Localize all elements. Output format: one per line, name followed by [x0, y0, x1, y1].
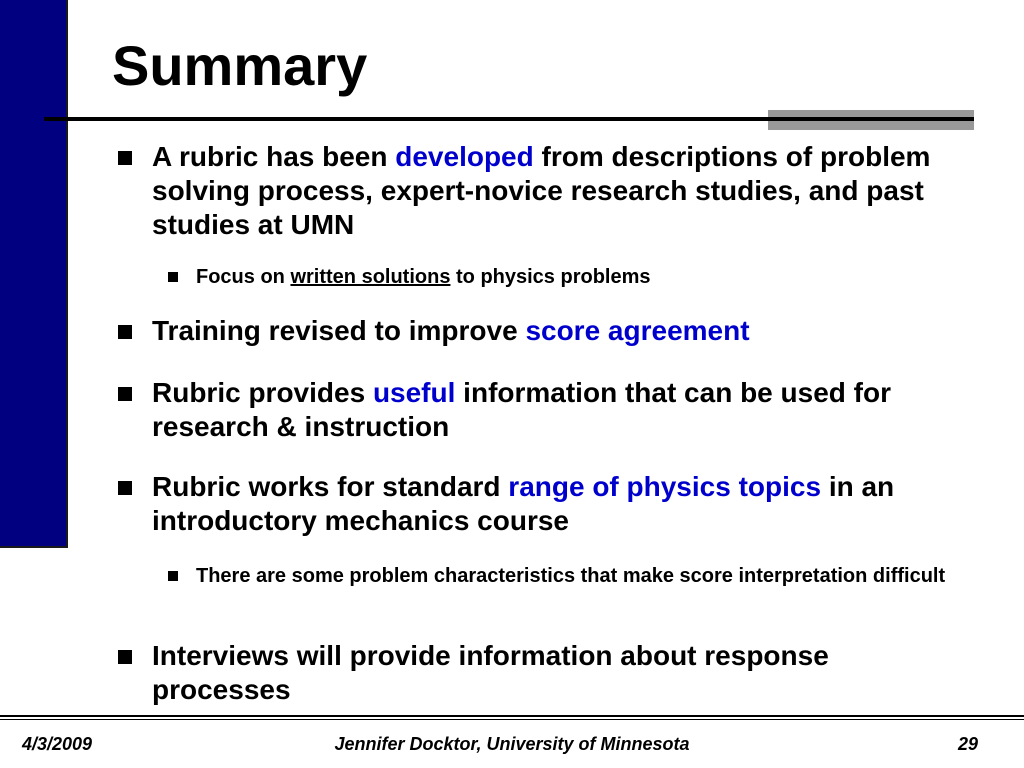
- bullet-text: Interviews will provide information about response processes: [152, 640, 829, 705]
- bullet-interviews: [112, 639, 972, 707]
- bullet-text: [152, 314, 972, 348]
- title-rule-accent-line: [768, 117, 974, 121]
- highlight-developed: developed: [395, 141, 534, 172]
- subbullet-square-icon: [168, 571, 178, 581]
- bullet-text-part: in an introductory mechanics course: [152, 471, 895, 536]
- footer-rule: [0, 715, 1024, 717]
- bullet-text-part: from descriptions of problem solving process, expert-novice research studies, and past studies at UMN: [152, 141, 931, 240]
- bullet-square-icon: [118, 387, 132, 401]
- footer-rule-thin: [0, 719, 1024, 720]
- bullet-text: [152, 140, 972, 242]
- highlight-range-of-physics-topics: range of physics topics: [508, 471, 822, 502]
- bullet-range-of-topics: [112, 470, 972, 538]
- underlined-written-solutions: written solutions: [290, 266, 451, 288]
- bullet-text-part: Rubric works for standard: [152, 471, 509, 502]
- bullet-text: [152, 376, 972, 444]
- bullet-square-icon: [118, 151, 132, 165]
- bullet-square-icon: [118, 481, 132, 495]
- subbullet-text-part: to physics problems: [450, 266, 651, 288]
- footer-author: Jennifer Docktor, University of Minnesota: [334, 734, 690, 754]
- bullet-text-part: information that can be used for research & instruction: [152, 377, 891, 442]
- footer-date: 4/3/2009: [22, 734, 93, 754]
- bullet-text-part: Training revised to improve: [152, 315, 526, 346]
- bullet-text: [152, 470, 972, 538]
- subbullet-problem-characteristics: [166, 563, 946, 589]
- bullet-rubric-developed: [112, 140, 972, 242]
- subbullet-text: [196, 264, 946, 290]
- sidebar-accent-bar: [0, 0, 66, 546]
- subbullet-text-part: Focus on: [196, 266, 291, 288]
- highlight-score-agreement: score agreement: [525, 315, 750, 346]
- bullet-training-revised: [112, 314, 972, 348]
- highlight-useful: useful: [372, 377, 456, 408]
- slide-title: Summary: [112, 34, 368, 97]
- subbullet-text: There are some problem characteristics that make score interpretation difficult: [196, 565, 946, 587]
- bullet-square-icon: [118, 650, 132, 664]
- bullet-text-part: A rubric has been: [152, 141, 396, 172]
- bullet-rubric-useful: [112, 376, 972, 444]
- bullet-square-icon: [118, 325, 132, 339]
- subbullet-square-icon: [168, 272, 178, 282]
- footer-page-number: 29: [957, 734, 978, 754]
- bullet-text-part: Rubric provides: [152, 377, 373, 408]
- subbullet-written-solutions: [166, 264, 946, 290]
